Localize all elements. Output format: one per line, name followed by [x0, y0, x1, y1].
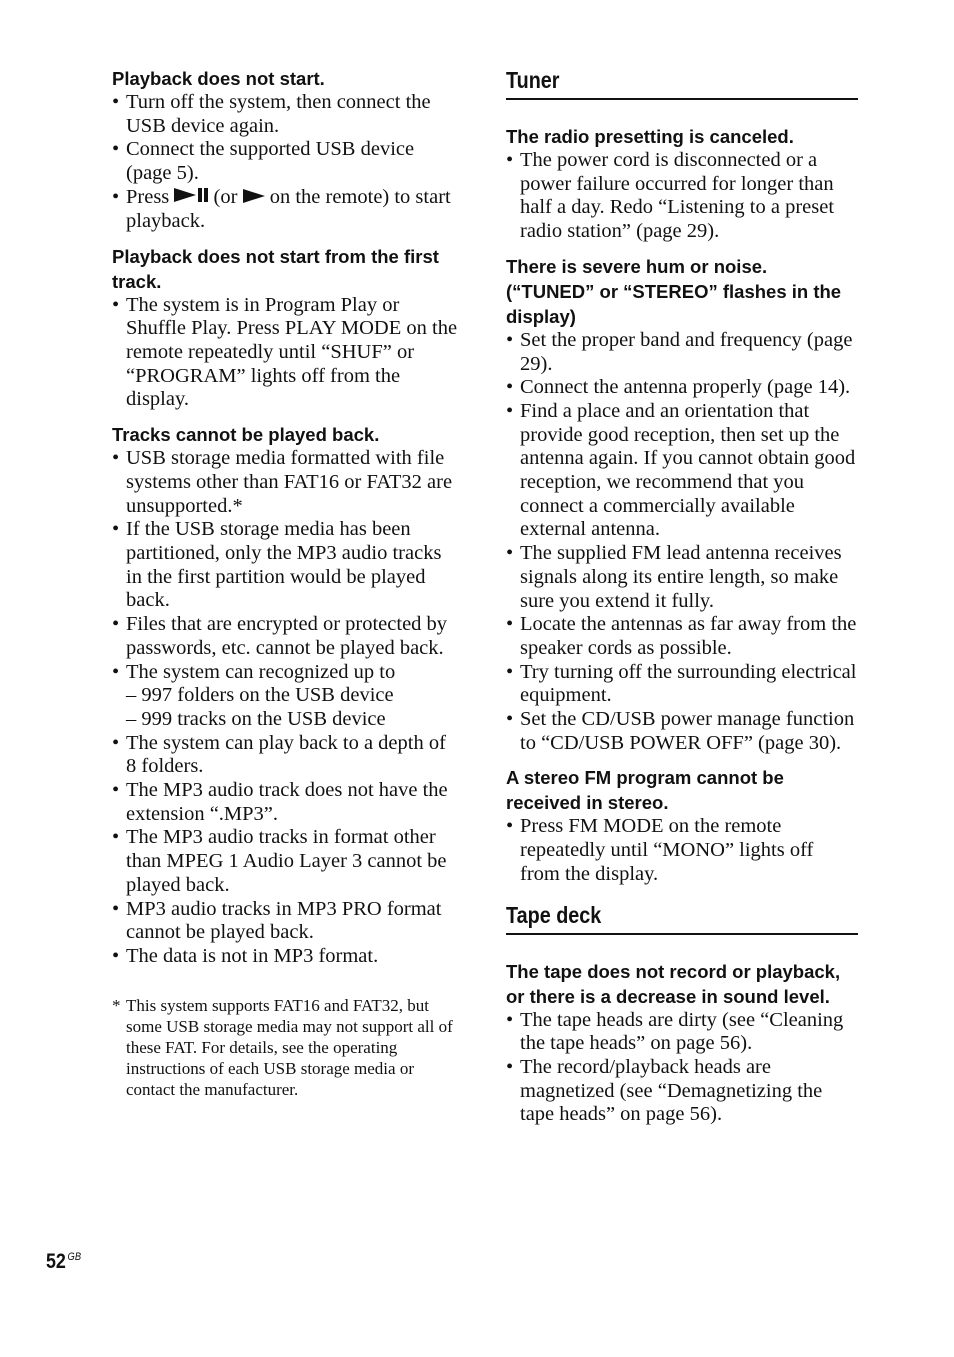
list-item: • Try turning off the surrounding electrical equipment. [506, 661, 858, 708]
play-icon [243, 189, 265, 203]
problem-heading: Playback does not start from the first track. [112, 245, 439, 292]
tuner-preset-canceled [506, 124, 858, 244]
footnote-mark: * [112, 995, 121, 1015]
list-item: • The tape heads are dirty (see “Cleaning the tape heads” on page 56). [506, 1009, 858, 1056]
list-item: • Connect the antenna properly (page 14). [506, 376, 858, 400]
tuner-section [506, 66, 858, 887]
list-item: • The system can play back to a depth of 8 folders. [112, 732, 460, 779]
list-item [112, 661, 460, 732]
left-column [112, 66, 460, 1100]
list-item: • Find a place and an orientation that provide good reception, then set up the antenna again. If you cannot obtain good reception, we recommend that you connect a commercially available external antenna. [506, 400, 858, 542]
list-item: • The MP3 audio tracks in format other than MPEG 1 Audio Layer 3 cannot be played back. [112, 826, 460, 897]
problem-heading: Tracks cannot be played back. [112, 424, 380, 446]
solution-list [112, 294, 460, 413]
list-item: • Files that are encrypted or protected by passwords, etc. cannot be played back. [112, 613, 460, 660]
usb-playback-not-start-first-track [112, 244, 460, 413]
list-item: • Connect the supported USB device (page 5). [112, 138, 460, 185]
list-item: • The MP3 audio track does not have the extension “.MP3”. [112, 779, 460, 826]
section-title: Tuner [506, 67, 560, 93]
remote-text: on the remote) to start playback. [126, 185, 451, 232]
list-item: • The power cord is disconnected or a power failure occurred for longer than half a day. Redo “Listening to a preset radio station” (page 29). [506, 149, 858, 244]
list-item: • The supplied FM lead antenna receives signals along its entire length, so make sure you extend it fully. [506, 542, 858, 613]
section-title: Tape deck [506, 901, 602, 928]
footnote-text: This system supports FAT16 and FAT32, but some USB storage media may not support all of these FAT. For details, see the operating instructions of each USB storage media or contact the manufacturer. [126, 995, 453, 1099]
problem-heading: A stereo FM program cannot be received in stereo. [506, 767, 784, 814]
tuner-stereo-fm [506, 765, 858, 886]
solution-list [506, 329, 858, 756]
list-item: • The system is in Program Play or Shuffle Play. Press PLAY MODE on the remote repeatedly until “SHUF” or “PROGRAM” lights off from the display. [112, 294, 460, 413]
list-item: • MP3 audio tracks in MP3 PRO format cannot be played back. [112, 898, 460, 945]
page-region-suffix: GB [67, 1251, 82, 1263]
solution-list [506, 815, 858, 886]
list-item: • Locate the antennas as far away from the speaker cords as possible. [506, 613, 858, 660]
page-number [46, 1250, 81, 1274]
or-text: (or [213, 185, 238, 208]
list-item: • Turn off the system, then connect the USB device again. [112, 91, 460, 138]
problem-heading: The tape does not record or playback, or there is a decrease in sound level. [506, 960, 841, 1007]
problem-heading: The radio presetting is canceled. [506, 126, 794, 147]
list-item: • Press FM MODE on the remote repeatedly until “MONO” lights off from the display. [506, 815, 858, 886]
sub-item: – 999 tracks on the USB device [126, 707, 386, 730]
solution-list [112, 91, 460, 234]
problem-heading: Playback does not start. [112, 68, 325, 89]
usb-tracks-cannot-play [112, 422, 460, 968]
list-item: • The record/playback heads are magnetized (see “Demagnetizing the tape heads” on page 56). [506, 1056, 858, 1127]
tuner-hum-noise [506, 254, 858, 756]
right-column [506, 66, 858, 1127]
tape-deck-section [506, 901, 858, 1128]
sub-item: – 997 folders on the USB device [126, 684, 394, 707]
list-item [112, 186, 460, 234]
list-item: • The data is not in MP3 format. [112, 945, 460, 969]
list-item-text: • The system can recognized up to [126, 660, 396, 683]
solution-list [112, 447, 460, 968]
page-number-value: 52 [46, 1250, 66, 1273]
list-item: • If the USB storage media has been partitioned, only the MP3 audio tracks in the first partition would be played back. [112, 518, 460, 613]
section-divider [506, 933, 858, 935]
solution-list [506, 149, 858, 244]
list-item: • Set the CD/USB power manage function to “CD/USB POWER OFF” (page 30). [506, 708, 858, 755]
problem-heading: There is severe hum or noise. (“TUNED” or “STEREO” flashes in the display) [506, 255, 842, 327]
list-item: • Set the proper band and frequency (page 29). [506, 329, 858, 376]
press-text: Press [126, 185, 170, 208]
section-divider [506, 98, 858, 100]
usb-playback-not-start [112, 66, 460, 234]
list-item: • USB storage media formatted with file systems other than FAT16 or FAT32 are unsupported.* [112, 447, 460, 518]
play-pause-icon [174, 184, 208, 208]
tape-no-record-playback [506, 959, 858, 1128]
solution-list [506, 1009, 858, 1128]
footnote [112, 995, 460, 1100]
